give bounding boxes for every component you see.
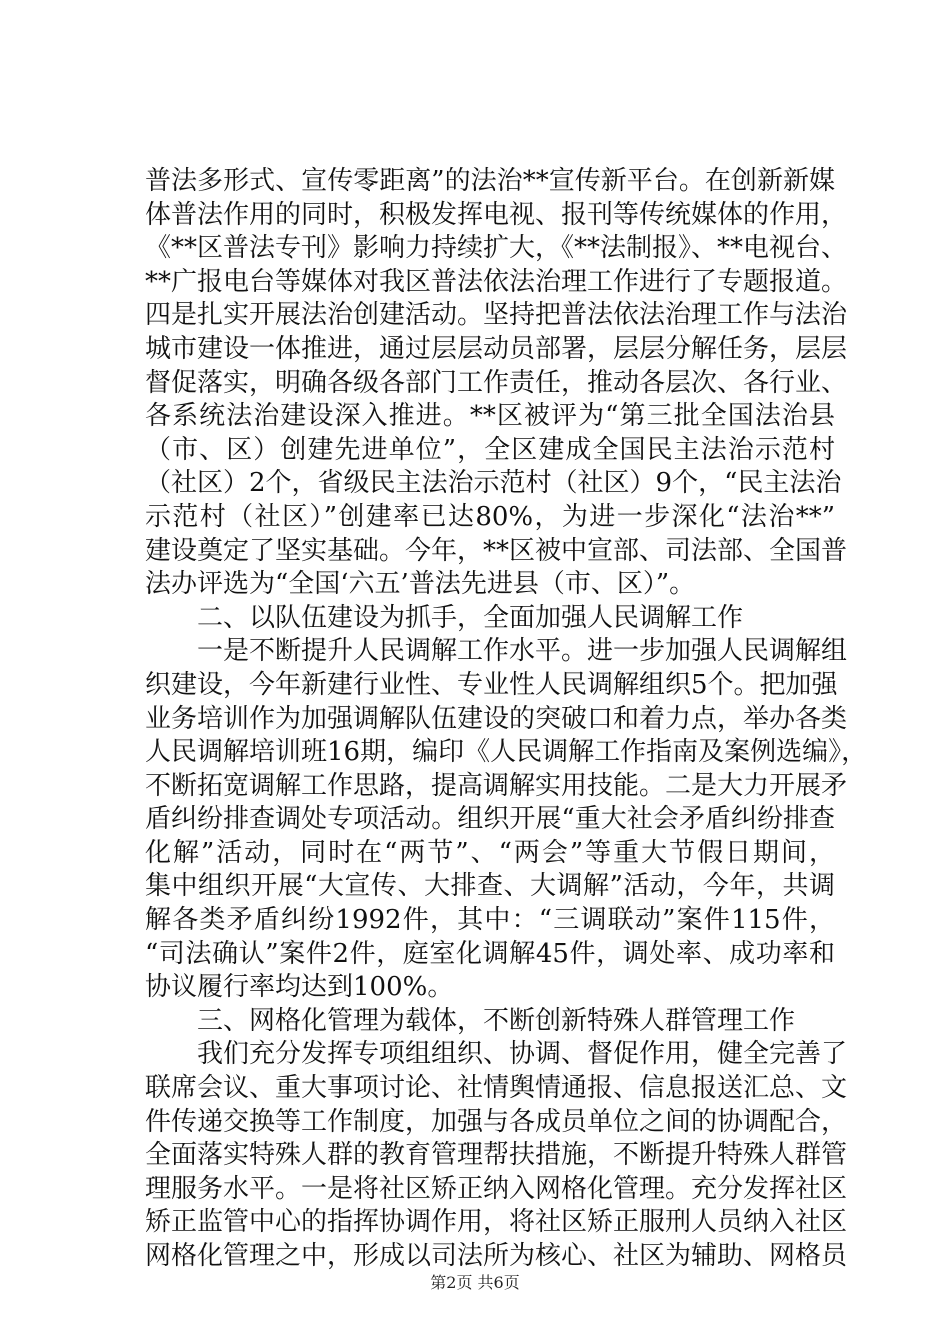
text-line: 解各类矛盾纠纷1992件，其中：“三调联动”案件115件， [145,905,835,936]
text-line: 件传递交换等工作制度，加强与各成员单位之间的协调配合， [145,1106,848,1137]
text-line: 各系统法治建设深入推进。**区被评为“第三批全国法治县 [145,401,835,432]
text-line: （社区）2个，省级民主法治示范村（社区）9个，“民主法治 [145,468,842,499]
text-line: **广报电台等媒体对我区普法依法治理工作进行了专题报道。 [145,266,848,297]
text-line: 法办评选为“全国‘六五’普法先进县（市、区）”。 [145,569,696,600]
text-line: 化解”活动，同时在“两节”、“两会”等重大节假日期间， [145,837,835,868]
text-line: 盾纠纷排查调处专项活动。组织开展“重大社会矛盾纠纷排查 [145,804,835,835]
text-line: （市、区）创建先进单位”，全区建成全国民主法治示范村 [145,434,835,465]
text-line: 普法多形式、宣传零距离”的法治**宣传新平台。在创新新媒 [145,166,835,196]
document-body [145,165,868,1274]
section-heading: 三、网格化管理为载体，不断创新特殊人群管理工作 [197,1005,796,1036]
text-line: 督促落实，明确各级各部门工作责任，推动各层次、各行业、 [145,367,848,398]
text-line: 建设奠定了坚实基础。今年，**区被中宣部、司法部、全国普 [145,535,848,566]
text-line: 理服务水平。一是将社区矫正纳入网格化管理。充分发挥社区 [145,1173,848,1204]
text-line: 体普法作用的同时，积极发挥电视、报刊等传统媒体的作用， [145,199,848,230]
text-line: 协议履行率均达到100%。 [145,972,454,1003]
text-line: “司法确认”案件2件，庭室化调解45件，调处率、成功率和 [145,938,835,969]
text-line: 业务培训作为加强调解队伍建设的突破口和着力点，举办各类 [145,703,848,734]
page-footer: 第2页 共6页 [430,1273,520,1292]
text-line: 一是不断提升人民调解工作水平。进一步加强人民调解组 [197,636,848,667]
section-heading: 二、以队伍建设为抓手，全面加强人民调解工作 [197,602,744,633]
text-line: 不断拓宽调解工作思路，提高调解实用技能。二是大力开展矛 [145,770,848,801]
text-line: 城市建设一体推进，通过层层动员部署，层层分解任务，层层 [145,333,848,364]
text-line: 集中组织开展“大宣传、大排查、大调解”活动，今年，共调 [145,871,835,902]
text-line: 我们充分发挥专项组组织、协调、督促作用，健全完善了 [197,1039,848,1070]
text-line: 四是扎实开展法治创建活动。坚持把普法依法治理工作与法治 [145,300,848,331]
text-line: 《**区普法专刊》影响力持续扩大，《**法制报》、**电视台、 [145,233,848,264]
text-line: 全面落实特殊人群的教育管理帮扶措施，不断提升特殊人群管 [145,1140,848,1171]
text-line: 示范村（社区）”创建率已达80%，为进一步深化“法治**” [145,501,835,532]
text-line: 矫正监管中心的指挥协调作用，将社区矫正服刑人员纳入社区 [145,1207,848,1238]
text-line: 网格化管理之中，形成以司法所为核心、社区为辅助、网格员 [145,1241,848,1271]
text-line: 织建设，今年新建行业性、专业性人民调解组织5个。把加强 [145,669,838,700]
text-line: 人民调解培训班16期，编印《人民调解工作指南及案例选编》， [145,737,868,768]
text-line: 联席会议、重大事项讨论、社情舆情通报、信息报送汇总、文 [145,1073,848,1104]
